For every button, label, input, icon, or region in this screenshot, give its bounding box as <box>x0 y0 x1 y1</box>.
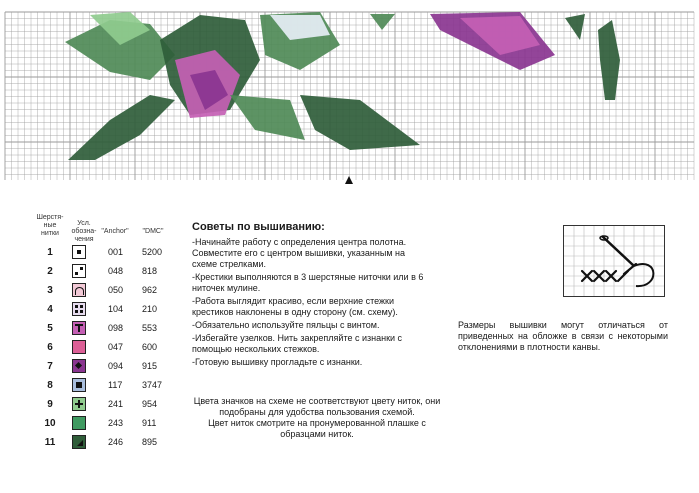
colors-note <box>192 396 442 440</box>
dmc-code: 915 <box>142 361 158 371</box>
legend-row <box>34 244 184 263</box>
thread-number: 2 <box>47 266 53 277</box>
legend-row <box>34 358 184 377</box>
thread-number: 3 <box>47 285 53 296</box>
size-note: Размеры вышивки могут отличаться от приведенных на обложке в связи с некоторыми отклонениями в плотности канвы. <box>458 320 668 352</box>
tip-item: -Готовую вышивку прогладьте с изнанки. <box>192 357 363 367</box>
dmc-code: 911 <box>142 418 157 428</box>
leaf-motif <box>230 95 305 140</box>
dmc-code: 895 <box>142 437 158 447</box>
thread-legend <box>34 214 184 453</box>
tip-item: -Работа выглядит красиво, если верхние стежки крестиков наклонены в одну сторону (см. схему). <box>192 296 398 317</box>
header-threads: Шерстя-ные нитки <box>36 214 64 237</box>
dmc-code: 954 <box>142 399 158 409</box>
anchor-code: 241 <box>108 399 124 409</box>
thread-number: 9 <box>47 399 53 410</box>
legend-header <box>34 214 184 244</box>
symbol-swatch-icon <box>72 321 86 335</box>
legend-row <box>34 415 184 434</box>
thread-number: 4 <box>47 304 53 315</box>
symbol-swatch-icon <box>72 245 86 259</box>
symbol-swatch-icon <box>72 302 86 316</box>
header-anchor: "Anchor" <box>101 228 129 235</box>
dmc-code: 600 <box>142 342 158 352</box>
anchor-code: 104 <box>108 304 124 314</box>
thread-number: 5 <box>47 323 53 334</box>
embroidery-tips <box>192 222 432 370</box>
note-colors: Цвета значков на схеме не соответствуют цвету ниток, они подобраны для удобства пользования схемой. <box>193 396 441 417</box>
anchor-code: 098 <box>108 323 124 333</box>
anchor-code: 094 <box>108 361 124 371</box>
leaf-motif <box>598 20 620 100</box>
leaf-motif <box>370 14 395 30</box>
header-dmc: "DMC" <box>142 228 164 235</box>
tips-title: Советы по вышиванию: <box>192 221 325 233</box>
leaf-motif <box>565 14 585 40</box>
anchor-code: 047 <box>108 342 124 352</box>
tip-item: -Избегайте узелков. Нить закрепляйте с изнанки с помощью нескольких стежков. <box>192 333 403 354</box>
symbol-swatch-icon <box>72 340 86 354</box>
legend-row <box>34 263 184 282</box>
symbol-swatch-icon <box>72 283 86 297</box>
legend-row <box>34 301 184 320</box>
tip-item: -Начинайте работу с определения центра полотна. Совместите его с центром вышивки, указанным на схеме стрелками. <box>192 237 407 269</box>
legend-row <box>34 282 184 301</box>
thread-number: 7 <box>47 361 53 372</box>
symbol-swatch-icon <box>72 397 86 411</box>
anchor-code: 246 <box>108 437 124 447</box>
thread-number: 6 <box>47 342 53 353</box>
dmc-code: 3747 <box>142 380 163 390</box>
thread-number: 10 <box>44 418 56 429</box>
stitch-diagram <box>563 225 665 297</box>
tip-item: -Обязательно используйте пяльцы с винтом. <box>192 320 380 330</box>
stem-motif <box>68 95 175 160</box>
needle-stitch-icon <box>564 226 664 296</box>
dmc-code: 5200 <box>142 247 163 257</box>
tip-item: -Крестики выполняются в 3 шерстяные ниточки или в 6 ниточек мулине. <box>192 272 424 293</box>
note-threads: Цвет ниток смотрите на пронумерованной плашке с образцами ниток. <box>208 418 426 439</box>
cross-stitch-pattern <box>0 0 699 185</box>
symbol-swatch-icon <box>72 359 86 373</box>
dmc-code: 553 <box>142 323 158 333</box>
legend-row <box>34 339 184 358</box>
anchor-code: 243 <box>108 418 124 428</box>
symbol-swatch-icon <box>72 378 86 392</box>
legend-row <box>34 396 184 415</box>
dmc-code: 210 <box>142 304 158 314</box>
anchor-code: 117 <box>108 380 123 390</box>
header-symbols: Усл. обозна-чения <box>71 220 97 243</box>
dmc-code: 962 <box>142 285 158 295</box>
anchor-code: 001 <box>108 247 124 257</box>
legend-row <box>34 434 184 453</box>
center-arrow-icon <box>345 176 353 184</box>
thread-number: 11 <box>44 437 56 448</box>
symbol-swatch-icon <box>72 416 86 430</box>
thread-number: 1 <box>47 247 53 258</box>
dmc-code: 818 <box>142 266 158 276</box>
symbol-swatch-icon <box>72 264 86 278</box>
anchor-code: 050 <box>108 285 124 295</box>
anchor-code: 048 <box>108 266 124 276</box>
thread-number: 8 <box>47 380 53 391</box>
legend-row <box>34 377 184 396</box>
legend-row <box>34 320 184 339</box>
symbol-swatch-icon <box>72 435 86 449</box>
